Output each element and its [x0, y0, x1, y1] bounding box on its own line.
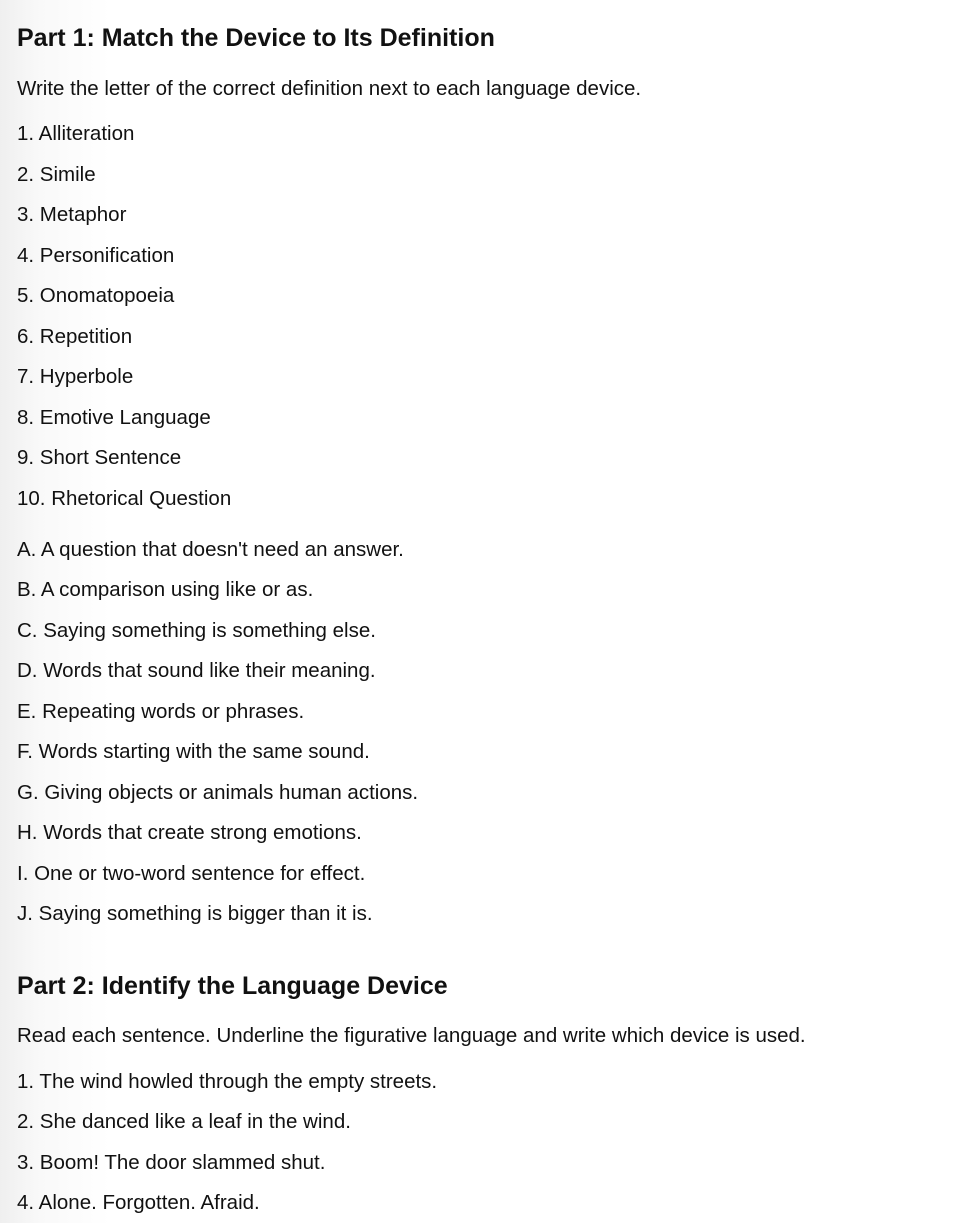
definition-item: G. Giving objects or animals human actions. [17, 781, 419, 804]
definition-item: F. Words starting with the same sound. [17, 740, 370, 763]
device-item: 7. Hyperbole [17, 365, 134, 388]
definition-item: J. Saying something is bigger than it is. [17, 902, 373, 925]
device-item: 8. Emotive Language [17, 406, 211, 429]
device-item: 10. Rhetorical Question [17, 487, 232, 510]
definition-item: I. One or two-word sentence for effect. [17, 862, 366, 885]
part1-heading: Part 1: Match the Device to Its Definition [17, 24, 495, 52]
part1-instruction: Write the letter of the correct definition next to each language device. [17, 77, 642, 100]
part2-instruction: Read each sentence. Underline the figurative language and write which device is used. [17, 1024, 806, 1047]
device-item: 5. Onomatopoeia [17, 284, 175, 307]
part2-heading: Part 2: Identify the Language Device [17, 972, 448, 1000]
sentence-item: 2. She danced like a leaf in the wind. [17, 1110, 351, 1133]
device-item: 1. Alliteration [17, 122, 135, 145]
device-item: 9. Short Sentence [17, 446, 182, 469]
sentence-item: 3. Boom! The door slammed shut. [17, 1151, 326, 1174]
device-item: 4. Personification [17, 244, 175, 267]
definition-item: B. A comparison using like or as. [17, 578, 314, 601]
device-item: 3. Metaphor [17, 203, 127, 226]
sentence-item: 1. The wind howled through the empty streets. [17, 1070, 438, 1093]
definition-item: A. A question that doesn't need an answer. [17, 538, 404, 561]
definition-item: C. Saying something is something else. [17, 619, 376, 642]
definition-item: E. Repeating words or phrases. [17, 700, 305, 723]
sentence-item: 4. Alone. Forgotten. Afraid. [17, 1191, 260, 1214]
definition-item: H. Words that create strong emotions. [17, 821, 362, 844]
device-item: 2. Simile [17, 163, 96, 186]
device-item: 6. Repetition [17, 325, 133, 348]
definition-item: D. Words that sound like their meaning. [17, 659, 376, 682]
